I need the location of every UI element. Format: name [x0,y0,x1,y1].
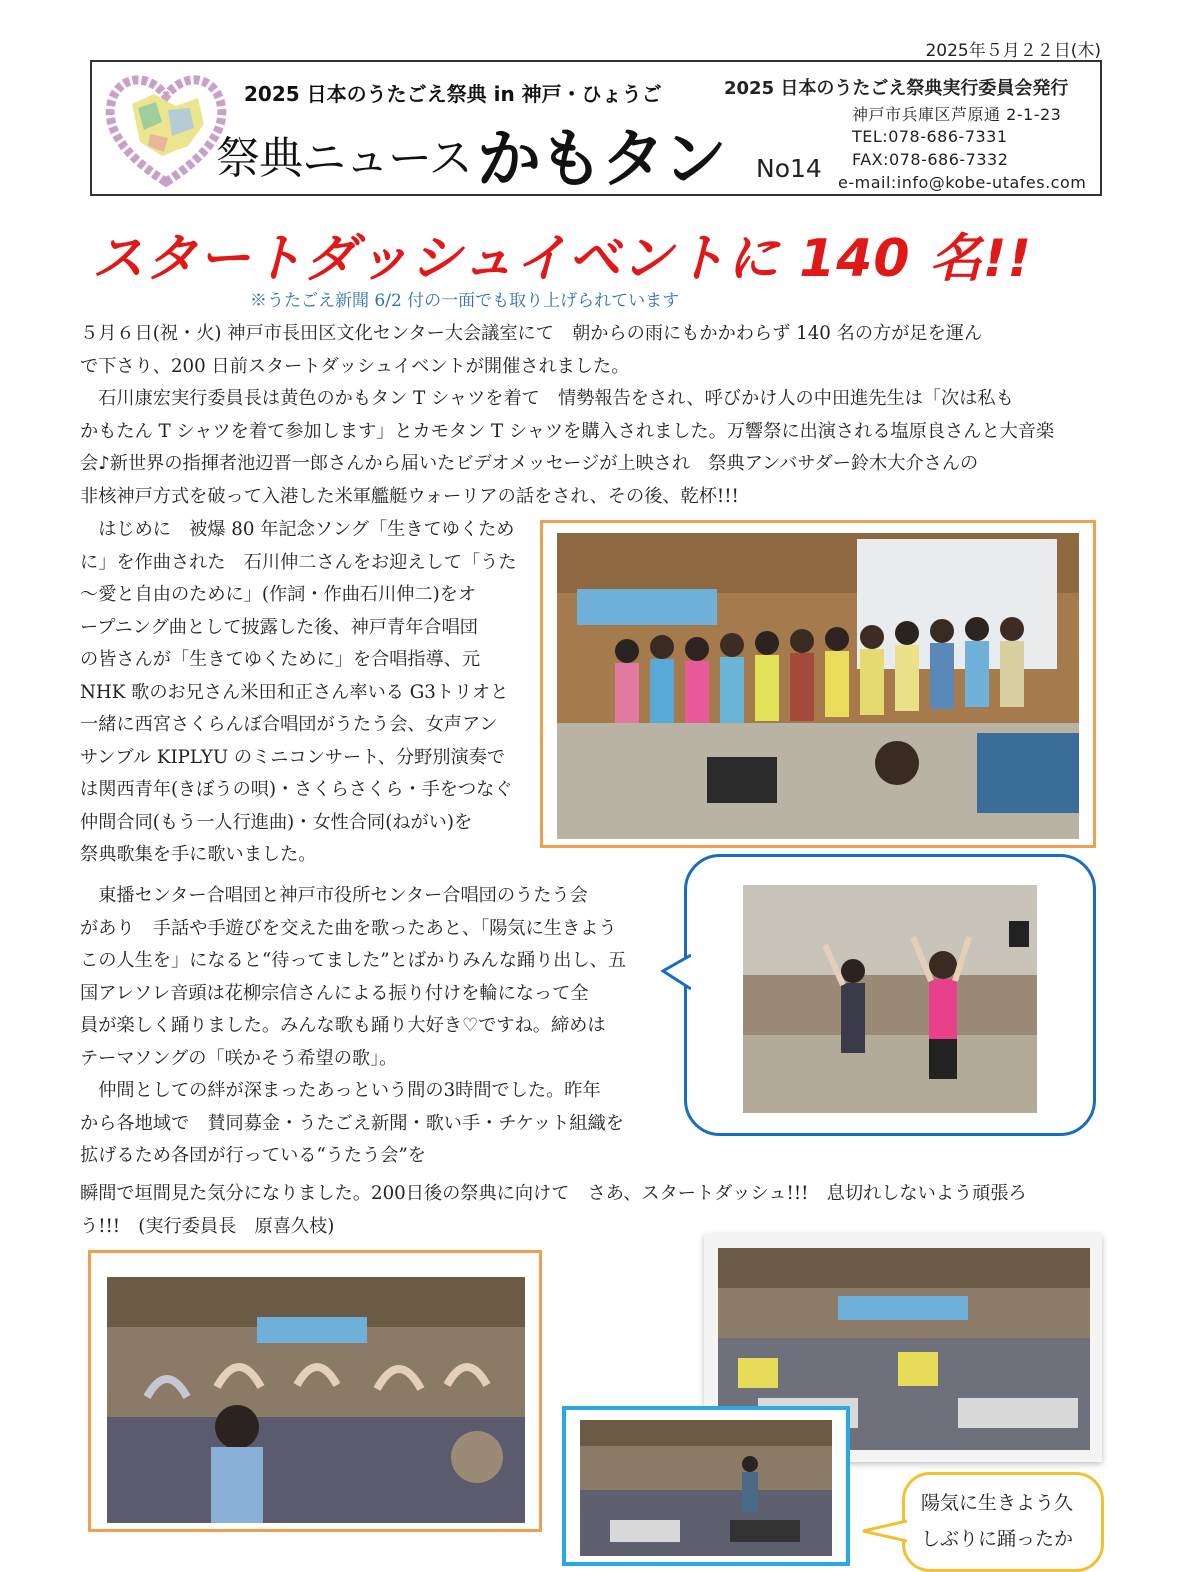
photo-frame-small [562,1406,850,1566]
masthead [90,60,1102,196]
text-line: 非核神戸方式を破って入港した米軍艦艇ウォーリアの話をされ、その後、乾杯!!! [80,485,739,507]
text-line: う!!! (実行委員長 原喜久枝) [80,1215,335,1237]
tel: TEL:078-686-7331 [852,127,1008,146]
address: 神戸市兵庫区芦原通 2-1-23 [852,105,1062,124]
body-paragraph-3 [80,880,650,1173]
caption-line: しぶりに踊ったか [921,1528,1074,1550]
body-paragraph-1 [80,318,1100,513]
photo-frame-dance [684,854,1096,1136]
news-label: 祭典ニュース [216,133,472,184]
publisher: 2025 日本のうたごえ祭典実行委員会発行 [724,78,1069,99]
text-line: 一緒に西宮さくらんぼ合唱団がうたう会、女声アン [80,714,498,735]
text-line: は関西青年(きぼうの唄)・さくらさくら・手をつなぐ [80,779,513,800]
text-line: 東播センター合唱団と神戸市役所センター合唱団のうたう会 [80,885,588,906]
text-line: 拡げるため各団が行っている“うたう会”を [80,1145,426,1166]
text-line: かもたん T シャツを着て参加します」とカモタン T シャツを購入されました。万響祭に出演される塩原良さんと大音楽 [80,420,1055,442]
fax: FAX:078-686-7332 [852,150,1009,169]
text-line: 瞬間で垣間見た気分になりました。200日後の祭典に向けて さあ、スタートダッシュ!!! 息切れしないよう頑張ろ [80,1183,1027,1204]
text-line: はじめに 被爆 80 年記念ソング「生きてゆくため [80,519,515,540]
text-line: 仲間合同(もう一人行進曲)・女性合同(ねがい)を [80,811,473,833]
headline: スタートダッシュイベントに 140 名!! [92,229,1033,289]
newsletter-name: かもタン [477,123,725,197]
photo-frame-choir [540,520,1096,848]
text-line: 仲間としての絆が深まったあっという間の3時間でした。昨年 [80,1080,601,1101]
text-line: 国アレソレ音頭は花柳宗信さんによる振り付けを輪になって全 [80,982,589,1004]
audience-photo [107,1277,525,1523]
text-line: ープニング曲として披露した後、神戸青年合唱団 [80,616,478,638]
text-line: に」を作曲された 石川伸二さんをお迎えして「うた [80,551,517,573]
body-paragraph-2 [80,514,530,872]
photo-caption-bubble [902,1472,1104,1572]
text-line: NHK 歌のお兄さん米田和正さん率いる G3トリオと [80,681,509,703]
photo-frame-audience [88,1250,542,1532]
text-line: から各地域で 賛同募金・うたごえ新聞・歌い手・チケット組織を [80,1112,624,1134]
event-title: 2025 日本のうたごえ祭典 in 神戸・ひょうご [244,82,662,106]
text-line: があり 手話や手遊びを交えた曲を歌ったあと、「陽気に生きよう [80,917,617,939]
text-line: 祭典歌集を手に歌いました。 [80,844,317,865]
bubble-tail-icon [661,953,691,993]
text-line: で下さり、200 日前スタートダッシュイベントが開催されました。 [80,355,630,377]
text-line: 員が楽しく踊りました。みんな歌も踊り大好き♡ですね。締めは [80,1015,606,1036]
text-line: 〜愛と自由のために」(作詞・作曲石川伸二)をオ [80,584,477,605]
issue-number: No14 [756,154,822,183]
text-line: サンブル KIPLYU のミニコンサート、分野別演奏で [80,746,506,768]
bubble-tail-icon [861,1517,907,1547]
caption-line: 陽気に生きよう久 [921,1492,1074,1514]
dance-photo [743,885,1037,1113]
issue-date: 2025年５月２２日(木) [925,41,1101,61]
subnote: ※うたごえ新聞 6/2 付の一面でも取り上げられています [250,291,680,311]
heart-map-logo-icon [102,64,230,190]
text-line: 会♪新世界の指揮者池辺晋一郎さんから届いたビデオメッセージが上映され 祭典アンバサダー鈴木大介さんの [80,453,979,474]
text-line: 石川康宏実行委員長は黄色のかもタン T シャツを着て 情勢報告をされ、呼びかけ人の中田進先生は「次は私も [80,388,1014,409]
small-hall-photo [580,1420,832,1556]
choir-photo [557,533,1079,839]
email: e-mail:info@kobe-utafes.com [838,173,1087,192]
text-line: ５月６日(祝・火) 神戸市長田区文化センター大会議室にて 朝からの雨にもかかわらず 140 名の方が足を運ん [80,323,983,344]
text-line: テーマソングの「咲かそう希望の歌」。 [80,1047,398,1069]
text-line: この人生を」になると“待ってました”とばかりみんな踊り出し、五 [80,950,627,971]
text-line: の皆さんが「生きてゆくために」を合唱指導、元 [80,649,481,670]
